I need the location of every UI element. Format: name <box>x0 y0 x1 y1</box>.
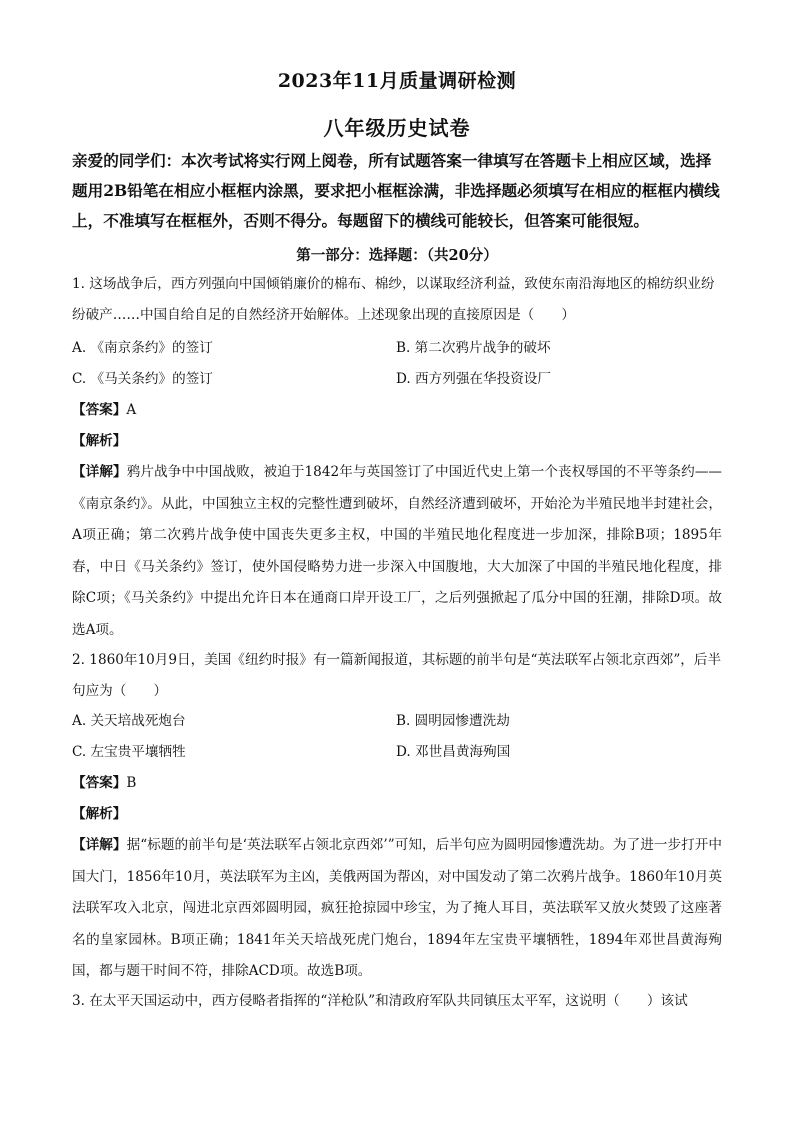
question-2-option-d: D. 邓世昌黄海殉国 <box>396 744 511 760</box>
detail-text: 鸦片战争中中国战败，被迫于1842年与英国签订了中国近代史上第一个丧权辱国的不平等条约——《南京条约》。从此，中国独立主权的完整性遭到破坏，自然经济遭到破坏，开始沦为半殖民地半封建社会，A项正确；第二次鸦片战争使中国丧失更多主权，中国的半殖民地化程度进一步加深，排除B项；1895年春，中日《马关条约》签订，使外国侵略势力进一步深入中国腹地，大大加深了中国的半殖民地化程度，排除C项；《马关条约》中提出允许日本在通商口岸开设工厂，之后列强掀起了瓜分中国的狂潮，排除D项。故选A项。 <box>72 464 723 638</box>
question-1-stem: 1. 这场战争后，西方列强向中国倾销廉价的棉布、棉纱，以谋取经济利益，致使东南沿海地区的棉纺织业纷纷破产……中国自给自足的自然经济开始解体。上述现象出现的直接原因是（ ） <box>72 276 715 323</box>
part-heading: 第一部分：选择题：（共20分） <box>296 247 498 264</box>
question-2-option-c: C. 左宝贵平壤牺牲 <box>72 744 186 760</box>
question-1-option-a: A. 《南京条约》的签订 <box>72 340 213 356</box>
question-2-option-a: A. 关天培战死炮台 <box>72 713 186 729</box>
question-1-options-row-1 <box>72 333 722 364</box>
question-2-detail <box>72 830 722 988</box>
exam-title: 2023年11月质量调研检测 <box>277 70 517 92</box>
detail-label: 【详解】 <box>72 837 127 853</box>
question-1-option-d: D. 西方列强在华投资设厂 <box>396 371 551 387</box>
exam-subtitle: 八年级历史试卷 <box>323 116 471 140</box>
question-2-options-row-1 <box>72 706 722 737</box>
question-1-detail <box>72 457 722 646</box>
question-2-stem: 2. 1860年10月9日，美国《纽约时报》有一篇新闻报道，其标题的前半句是“英法联军占领北京西郊”，后半句应为（ ） <box>72 652 722 699</box>
question-3-stem: 3. 在太平天国运动中，西方侵略者指挥的“洋枪队”和清政府军队共同镇压太平军，这说明（ ）该试 <box>72 993 688 1009</box>
question-2-option-b: B. 圆明园惨遭洗劫 <box>396 713 510 729</box>
question-2-options-row-2 <box>72 737 722 768</box>
exam-notice: 亲爱的同学们：本次考试将实行网上阅卷，所有试题答案一律填写在答题卡上相应区域，选择题用2B铅笔在相应小框框内涂黑，要求把小框框涂满，非选择题必须填写在相应的框框内横线上，不准填写在框框外，否则不得分。每题留下的横线可能较长，但答案可能很短。 <box>72 151 720 230</box>
question-2-answer <box>72 768 136 799</box>
analysis-label: 【解析】 <box>72 806 127 822</box>
detail-text: 据“标题的前半句是‘英法联军占领北京西郊’”可知，后半句应为圆明园惨遭洗劫。为了进一步打开中国大门，1856年10月，英法联军为主凶，美俄两国为帮凶，对中国发动了第二次鸦片战争。1860年10月英法联军攻入北京，闯进北京西郊圆明园，疯狂抢掠园中珍宝，为了掩人耳目，英法联军又放火焚毁了这座著名的皇家园林。B项正确；1841年关天培战死虎门炮台，1894年左宝贵平壤牺牲，1894年邓世昌黄海殉国，都与题干时间不符，排除ACD项。故选B项。 <box>72 837 723 979</box>
question-1-option-b: B. 第二次鸦片战争的破坏 <box>396 340 551 356</box>
question-1-options-row-2 <box>72 364 722 395</box>
answer-value: B <box>126 775 137 791</box>
answer-value: A <box>126 402 137 418</box>
detail-label: 【详解】 <box>72 464 127 480</box>
question-2-analysis-label <box>72 799 126 830</box>
question-1-option-c: C. 《马关条约》的签订 <box>72 371 213 387</box>
question-1-answer <box>72 395 136 426</box>
answer-label: 【答案】 <box>72 775 127 791</box>
question-1-analysis-label <box>72 426 126 457</box>
analysis-label: 【解析】 <box>72 433 127 449</box>
answer-label: 【答案】 <box>72 402 127 418</box>
